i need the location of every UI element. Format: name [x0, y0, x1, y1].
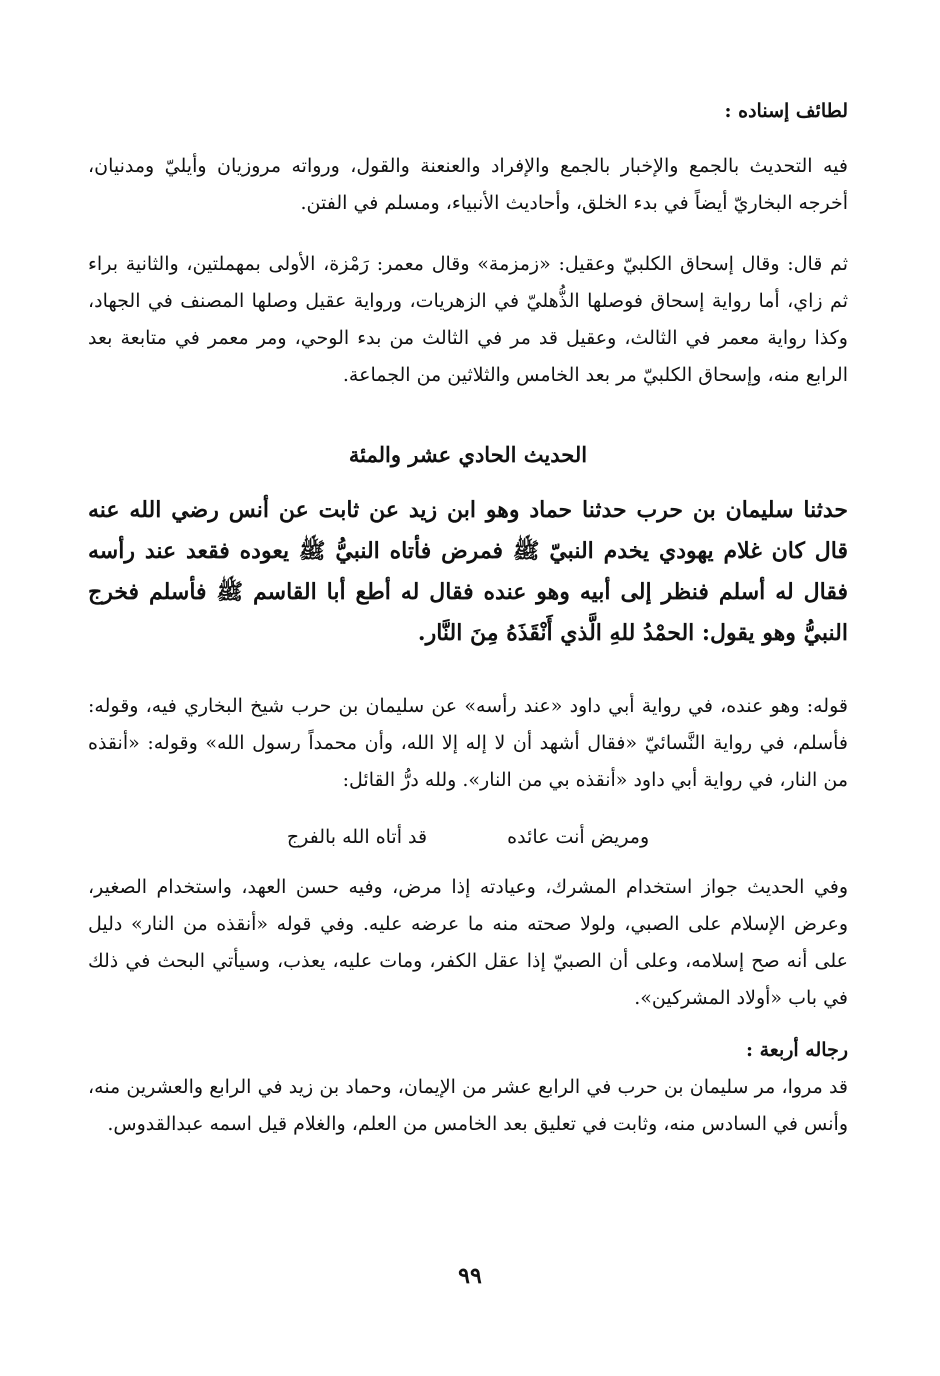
narrators-paragraph: قد مروا، مر سليمان بن حرب في الرابع عشر من الإيمان، وحماد بن زيد في الرابع والعشرين منه، وأنس في السادس منه، وثابت في تعليق بعد الخامس من العلم، والغلام قيل اسمه عبدالقدوس. — [88, 1076, 848, 1135]
commentary-paragraph: ثم قال: وقال إسحاق الكلبيّ وعقيل: «زمزمة» وقال معمر: رَمْزة، الأولى بمهملتين، والثانية براء ثم زاي، أما رواية إسحاق فوصلها الذُّهليّ في الزهريات، ورواية عقيل وصلها المصنف في الجهاد، وكذا رواية معمر في الثالث، وعقيل قد مر في الثالث من بدء الوحي، ومر معمر في متابعة بعد الرابع منه، وإسحاق الكلبيّ مر بعد الخامس والثلاثين من الجماعة. — [88, 253, 848, 386]
page-body — [88, 96, 848, 1143]
isnad-heading: لطائف إسناده : — [724, 100, 848, 122]
hadith-text: حدثنا سليمان بن حرب حدثنا حماد وهو ابن زيد عن ثابت عن أنس رضي الله عنه قال كان غلام يهودي يخدم النبيّ ﷺ فمرض فأتاه النبيُّ ﷺ يعوده فقعد عند رأسه فقال له أسلم فنظر إلى أبيه وهو عنده فقال له أطع أبا القاسم ﷺ فأسلم فخرج النبيُّ وهو يقول: الحمْدُ للهِ الَّذي أَنْقَذَهُ مِنَ النَّار. — [88, 497, 848, 646]
verse-first-hemistich: ومريض أنت عائده — [507, 826, 650, 848]
hadith-title: الحديث الحادي عشر والمئة — [348, 442, 588, 467]
explanation-paragraph: قوله: وهو عنده، في رواية أبي داود «عند رأسه» عن سليمان بن حرب شيخ البخاري فيه، وقوله: فأسلم، في رواية النَّسائيّ «فقال أشهد أن لا إله إلا الله، وأن محمداً رسول الله» وقوله: «أنقذه من النار، في رواية أبي داود «أنقذه بي من النار». ولله درُّ القائل: — [88, 695, 848, 791]
narrators-heading: رجاله أربعة : — [745, 1039, 848, 1061]
isnad-paragraph: فيه التحديث بالجمع والإخبار بالجمع والإفراد والعنعنة والقول، ورواته مروزيان وأيليّ ومدنيان، أخرجه البخاريّ أيضاً في بدء الخلق، وأحاديث الأنبياء، ومسلم في الفتن. — [88, 155, 848, 214]
poetry-verse — [88, 819, 848, 855]
verse-second-hemistich: قد أتاه الله بالفرج — [286, 826, 428, 848]
fiqh-paragraph: وفي الحديث جواز استخدام المشرك، وعيادته إذا مرض، وفيه حسن العهد، واستخدام الصغير، وعرض الإسلام على الصبي، ولولا صحته منه ما عرضه عليه. وفي قوله «أنقذه من النار» دليل على أنه صح إسلامه، وعلى أن الصبيّ إذا عقل الكفر، ومات عليه، يعذب، وسيأتي البحث في ذلك في باب «أولاد المشركين». — [88, 876, 848, 1009]
page-number: ٩٩ — [458, 1263, 482, 1289]
